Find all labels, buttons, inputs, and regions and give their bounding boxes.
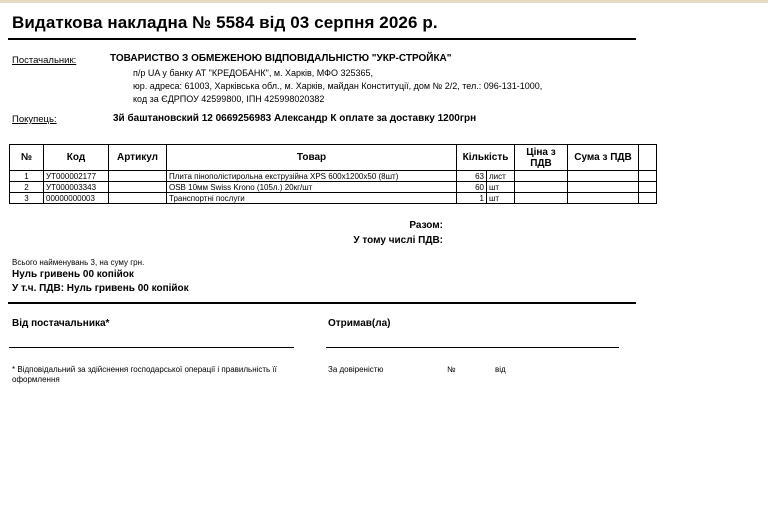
- signature-divider: [8, 302, 636, 304]
- col-header-empty: [639, 145, 657, 171]
- table-row: [10, 171, 657, 182]
- row-price: [515, 193, 568, 204]
- row-article: [109, 193, 167, 204]
- row-unit: шт: [487, 193, 515, 204]
- row-num: 3: [10, 193, 44, 204]
- row-qty: 63: [457, 171, 487, 182]
- col-header-sum: Сума з ПДВ: [568, 145, 639, 171]
- from-supplier-label: Від постачальника*: [12, 318, 110, 329]
- row-unit: лист: [487, 171, 515, 182]
- vat-in-words: У т.ч. ПДВ: Нуль гривень 00 копійок: [12, 283, 189, 294]
- row-code: 00000000003: [44, 193, 109, 204]
- row-sum: [568, 182, 639, 193]
- row-num: 2: [10, 182, 44, 193]
- row-sum: [568, 193, 639, 204]
- title-divider: [8, 38, 636, 40]
- supplier-bank: п/р UA у банку АТ "КРЕДОБАНК", м. Харків, МФО 325365,: [133, 68, 374, 78]
- items-table: [9, 144, 657, 204]
- row-product: OSB 10мм Swiss Krono (105л.) 20кг/шт: [167, 182, 457, 193]
- row-product: Транспортні послуги: [167, 193, 457, 204]
- col-header-num: №: [10, 145, 44, 171]
- supplier-name: ТОВАРИСТВО З ОБМЕЖЕНОЮ ВІДПОВІДАЛЬНІСТЮ "УКР-СТРОЙКА": [110, 53, 452, 64]
- row-price: [515, 171, 568, 182]
- buyer-value: 3й баштановский 12 0669256983 Александр К оплате за доставку 1200грн: [113, 113, 477, 124]
- proxy-label: За довіреністю: [328, 365, 384, 374]
- supplier-address: юр. адреса: 61003, Харківська обл., м. Харків, майдан Конституції, дом № 2/2, тел.: 096-131-1000,: [133, 81, 543, 91]
- row-qty: 60: [457, 182, 487, 193]
- supplier-signature-line: [9, 347, 294, 348]
- col-header-code: Код: [44, 145, 109, 171]
- table-row: [10, 182, 657, 193]
- row-unit: шт: [487, 182, 515, 193]
- row-num: 1: [10, 171, 44, 182]
- vat-total-label: У тому числі ПДВ:: [353, 235, 443, 246]
- proxy-number-label: №: [447, 365, 456, 374]
- row-price: [515, 182, 568, 193]
- total-label: Разом:: [409, 220, 443, 231]
- row-empty: [639, 193, 657, 204]
- items-count-text: Всього найменувань 3, на суму грн.: [12, 258, 145, 267]
- row-qty: 1: [457, 193, 487, 204]
- window-top-border: [0, 0, 768, 3]
- row-article: [109, 182, 167, 193]
- row-empty: [639, 182, 657, 193]
- row-code: УТ000002177: [44, 171, 109, 182]
- supplier-label: Постачальник:: [12, 55, 77, 66]
- responsible-note: * Відповідальний за здійснення господарської операції і правильність її оформлення: [12, 365, 277, 384]
- receiver-signature-line: [326, 347, 619, 348]
- row-sum: [568, 171, 639, 182]
- invoice-title: Видаткова накладна № 5584 від 03 серпня 2026 р.: [12, 13, 438, 32]
- row-product: Плита пінополістирольна екструзійна XPS 600x1200x50 (8шт): [167, 171, 457, 182]
- col-header-product: Товар: [167, 145, 457, 171]
- table-header-row: [10, 145, 657, 171]
- col-header-article: Артикул: [109, 145, 167, 171]
- row-empty: [639, 171, 657, 182]
- sum-in-words: Нуль гривень 00 копійок: [12, 269, 134, 280]
- supplier-codes: код за ЄДРПОУ 42599800, ІПН 425998020382: [133, 94, 325, 104]
- received-label: Отримав(ла): [328, 318, 391, 329]
- buyer-label: Покупець:: [12, 114, 57, 125]
- table-row: [10, 193, 657, 204]
- row-article: [109, 171, 167, 182]
- col-header-price: Ціна з ПДВ: [515, 145, 568, 171]
- col-header-qty: Кількість: [457, 145, 515, 171]
- row-code: УТ000003343: [44, 182, 109, 193]
- proxy-date-label: від: [495, 365, 506, 374]
